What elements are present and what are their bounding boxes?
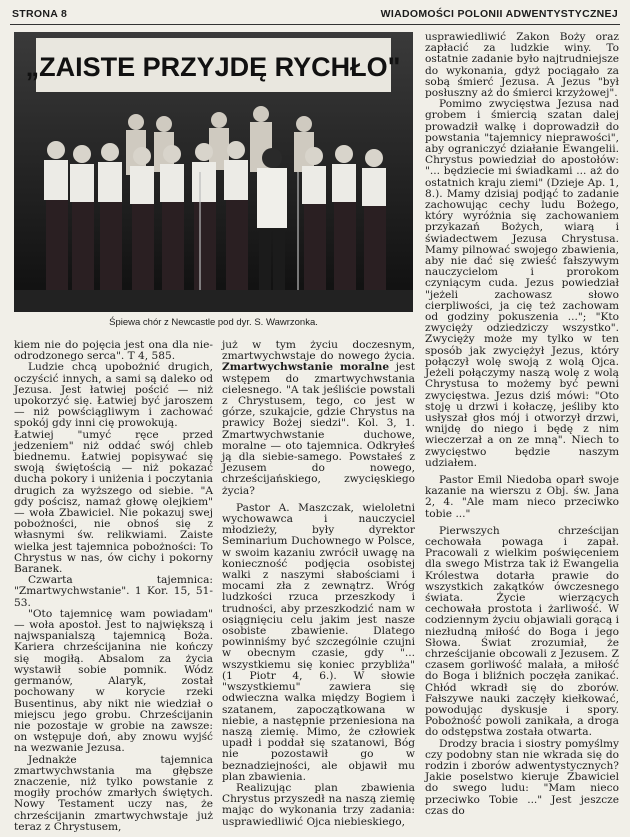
- column-3: [425, 32, 619, 817]
- column-1-paragraph: kiem nie do pojęcia jest ona dla nie-odrodzonego serca". T 4, 585.: [14, 339, 213, 363]
- column-3-paragraph: Pomimo zwycięstwa Jezusa nad grobem i śmiercią szatan dalej prowadził walkę i doprowadził do powstania "tajemnicy nieprawości", aby ograniczyć działanie Ewangelii. Chrystus powiedział do apostołów: "... będziecie mi świadkami ... aż do ostatnich kraju ziemi" (Dzieje Ap. 1, 8.). Mamy dzisiaj podjąć to zadanie zachowując cechy ludu Bożego, który wyróżnia się zachowaniem przykazań Bożych, wiarą i świadectwem Jezusa Chrystusa. Mamy pilnować swojego zbawienia, aby nie dać się zwieść fałszywym nauczycielom i prorokom czyniącym cuda. Jezus powiedział "jeżeli zachowasz słowo cierpliwości, ja cię też zachowam od godziny pokuszenia ..."; "Kto zwycięży odziedziczy wszystko". Zwycięży może my tylko w ten sposób jak zwyciężył Jezus, który połączył wolę swoją z wolą Ojca. Jeżeli połączymy naszą wolę z wolą Chrystusa to możemy być pewni zwycięstwa. Jezus dziś mówi: "Oto stoję u drzwi i kołaczę, jeśliby kto usłyszał głos mój i otworzył drzwi, wnijdę do niego i będę z nim wieczerzał a on ze mną". Niech to zwycięstwo będzie naszym udziałem.: [425, 98, 619, 469]
- header-rule: [10, 24, 620, 25]
- column-1: [14, 340, 213, 833]
- singer-head: [128, 114, 144, 130]
- column-2-paragraph: [222, 340, 415, 497]
- column-2-paragraph: Pastor A. Maszczak, wieloletni wychowawca i nauczyciel młodzieży, były dyrektor Seminarium Duchownego w Polsce, w swoim kazaniu zwrócił uwagę na konieczność podjęcia osobistej walki z naszymi słabościami i mocami zła z zewnątrz. Wróg ludzkości rzuca przeszkody i trudności, aby przeszkodzić nam w osiągnięciu celu jakim jest nasze osobiste zbawienie. Dlatego powinniśmy być szczególnie czujni w obecnym czasie, gdy "... wszystkiemu się koniec przybliża" (1 Piotr 4, 6.). W słowie "wszystkiemu" zawiera się odwieczna walka między Bogiem i szatanem, zapoczątkowana w niebie, a następnie przeniesiona na naszą ziemię. Mimo, że człowiek upadł i poddał się szatanowi, Bóg nie pozostawił go w beznadziejności, ale objawił mu plan zbawienia.: [222, 501, 415, 783]
- column-1-paragraph: Łatwiej "umyć ręce przed jedzeniem" niż oddać swój chleb biednemu. Łatwiej popisywać się swoją świętością — niż pokazać ducha pokory i uniżenia i poczytania drugich za wyższego od siebie. "A gdy pościsz, namaż głowę olejkiem" — woła Zbawiciel. Nie pokazuj swej pobożności, nie obnoś się z własnymi św. relikwiami. Zaiste wielka jest tajemnica pobożności: To Chrystus w nas, ów cichy i pokorny Baranek.: [14, 428, 213, 576]
- stage-floor: [14, 290, 413, 312]
- column-1-paragraph: Czwarta tajemnica: "Zmartwychwstanie". 1 Kor. 15, 51-53.: [14, 574, 213, 609]
- column-1-paragraph: "Oto tajemnicę wam powiadam" — woła apostoł. Jest to największą i najwspanialszą tajemnicą Boża. Kariera chrześcijanina nie kończy się mogiłą. Absalom za życia wystawił sobie pomnik. Wódz germanów, Alaryk, został pochowany w korycie rzeki Busentinus, aby nikt nie wiedział o miejscu jego grobu. Chrześcijanin nie pozostaje w grobie na zawsze: on wstępuje doń, aby znowu wyjść na wezwanie Jezusa.: [14, 607, 213, 755]
- column-3-paragraph: Drodzy bracia i siostry pomyślmy czy podobny stan nie wkrada się do rodzin i zborów adwentystycznych? Jakie poselstwo kieruje Zbawiciel do swego ludu: "Mam nieco przeciwko Tobie ..." Jest jeszcze czas do: [425, 737, 619, 817]
- page-header: [12, 8, 618, 24]
- publication-title: WIADOMOŚCI POLONII ADWENTYSTYCZNEJ: [380, 8, 618, 20]
- column-3-paragraph: Pastor Emil Niedoba oparł swoje kazanie na wierszu z Obj. św. Jana 2, 4. "Ale mam nieco przeciwko tobie ...": [425, 473, 619, 520]
- page-number: STRONA 8: [12, 8, 68, 20]
- column-2: [222, 340, 415, 828]
- choir-photo: [14, 32, 413, 312]
- column-2-emphasis: Zmartwychwstanie moralne: [222, 361, 390, 374]
- banner-text: „ZAISTE PRZYJDĘ RYCHŁO": [25, 52, 401, 82]
- column-2-paragraph: Realizując plan zbawienia Chrystus przyszedł na naszą ziemię mając do wykonania trzy zadania: usprawiedliwić Ojca niebieskiego,: [222, 781, 415, 828]
- photo-caption: Śpiewa chór z Newcastle pod dyr. S. Wawrzonka.: [109, 317, 318, 328]
- column-3-paragraph: usprawiedliwić Zakon Boży oraz zapłacić za ludzkie winy. To ostatnie zadanie było najtrudniejsze do wykonania, gdyż pociągało za sobą śmierć Jezusa. A Jezus "był posłuszny aż do śmierci krzyżowej".: [425, 31, 619, 100]
- column-1-paragraph: Jednakże tajemnica zmartwychwstania ma głębsze znaczenie, niż tylko powstanie z mogiły prochów zmarłych świętych. Nowy Testament uczy nas, że chrześcijanin zmartwychwstaje już teraz z Chrystusem,: [14, 753, 213, 833]
- column-1-paragraph: Ludzie chcą upobożnić drugich, oczyścić innych, a sami są daleko od Jezusa. Jest łatwiej pościć — niż upokorzyć się. Łatwiej być jaroszem — niż powściągliwym i zachować spokój gdy inni cię prowokują.: [14, 361, 213, 430]
- column-3-paragraph: Pierwszych chrześcijan cechowała powaga i zapał. Pracowali z wielkim poświęceniem dla swego Mistrza tak iż Ewangelia Królestwa dotarła prawie do wszystkich zakątków ówczesnego świata. Życie wierzących cechowała prostota i żarliwość. W codziennym życiu objawiali gorącą i niezłudną miłość do Boga i jego Słowa. Świat zrozumiał, że chrześcijanie obcowali z Jezusem. Z czasem gorliwość malała, a miłość do Boga i bliźnich poczęła zanikać. Chłód wkradł się do zborów. Fałszywe nauki zaczęły kiełkować, powodując dyskusje i spory. Pobożność powoli zanikała, a droga do odstępstwa została otwarta.: [425, 524, 619, 739]
- choir-photo-image: [14, 32, 413, 312]
- column-2-text: jest wstępem do zmartwychwstania cielesnego. "A tak jeśliście powstali z Chrystusem, tego, co jest w górze, szukajcie, gdzie Chrystus na prawicy Bożej siedzi". Kol. 3, 1. Zmartwychwstanie duchowe, moralne — oto tajemnica. Odkryłeś ją dla siebie-samego. Powstałeś z Jezusem do nowego, chrześcijańskiego, zwycięskiego życia?: [222, 361, 415, 497]
- column-2-text: już w tym życiu doczesnym, zmartwychwstaje do nowego życia.: [222, 339, 415, 363]
